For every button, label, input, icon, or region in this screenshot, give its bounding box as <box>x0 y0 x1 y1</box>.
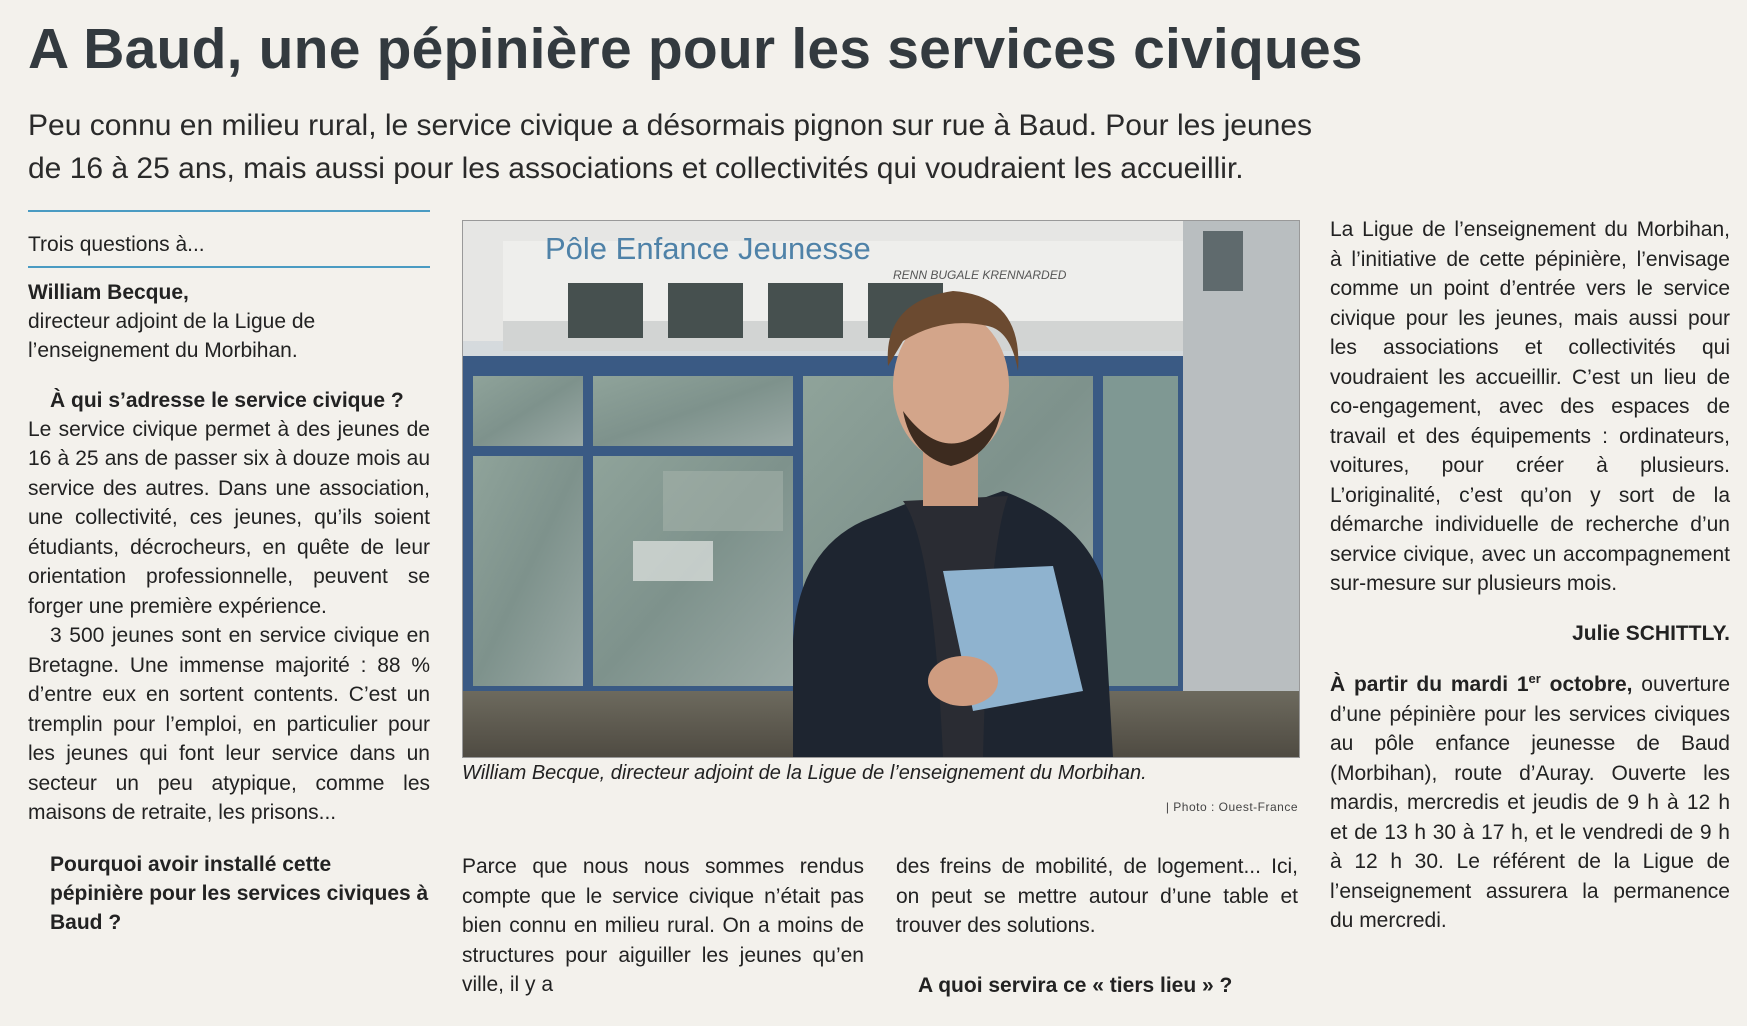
photo-caption: William Becque, directeur adjoint de la Ligue de l’enseignement du Morbihan. <box>462 762 1147 784</box>
interviewee-name: William Becque, <box>28 280 189 304</box>
answer-2-column <box>462 852 864 1000</box>
answer-2-paragraph-2: des freins de mobilité, de logement... Ici, on peut se mettre autour d’une table et trouver des solutions. <box>896 855 1298 937</box>
photo-credit: | Photo : Ouest-France <box>1165 800 1298 814</box>
lede-line-2: de 16 à 25 ans, mais aussi pour les associations et collectivités qui voudraient les accueillir. <box>28 152 1244 185</box>
interview-kicker: Trois questions à... <box>28 233 205 256</box>
photo-sign-text: Pôle Enfance Jeunesse <box>545 231 871 266</box>
announcement <box>1330 670 1730 936</box>
sidebar-column <box>1330 215 1730 936</box>
author-signature: Julie SCHITTLY. <box>1572 621 1730 645</box>
question-1: À qui s’adresse le service civique ? <box>50 388 404 412</box>
answer-2-continued-column <box>896 852 1298 1000</box>
section-rule <box>28 266 430 268</box>
sidebar-paragraph: La Ligue de l’enseignement du Morbihan, à l’initiative de cette pépinière, l’envisage comme un point d’entrée vers le service civique pour les jeunes, mais aussi pour les associations et collectivités qui voudraient les accueillir. C’est un lieu de co-engagement, avec des espaces de travail et des équipements : ordinateurs, voitures, pour créer à plusieurs. L’originalité, c’est qu’on y sort de la démarche individuelle de recherche d’un service civique, avec un accompagnement sur-mesure sur plusieurs mois. <box>1330 218 1730 595</box>
headline: A Baud, une pépinière pour les services civiques <box>28 17 1363 81</box>
announcement-body: ouverture d’une pépinière pour les services civiques au pôle enfance jeunesse de Baud (Morbihan), route d’Auray. Ouverte les mardis, mercredis et jeudis de 9 h à 12 h et de 13 h 30 à 17 h, et le vendredi de 9 h à 12 h 30. Le référent de la Ligue de l’enseignement assurera la permanence du mercredi. <box>1330 673 1730 932</box>
answer-2-paragraph-1: Parce que nous nous sommes rendus compte que le service civique n’était pas bien connu en milieu rural. On a moins de structures pour aiguiller les jeunes qu’en ville, il y a <box>462 855 864 996</box>
photo-sign-subtext: RENN BUGALE KRENNARDED <box>893 268 1067 282</box>
interviewee-role: directeur adjoint de la Ligue de l’enseignement du Morbihan. <box>28 309 316 362</box>
answer-1-paragraph-2: 3 500 jeunes sont en service civique en Bretagne. Une immense majorité : 88 % d’entre eux en sortent contents. C’est un tremplin pour l’emploi, en particulier pour les jeunes qui font leur service dans un secteur un peu atypique, comme les maisons de retraite, les prisons... <box>28 624 430 824</box>
question-3: A quoi servira ce « tiers lieu » ? <box>918 973 1233 997</box>
lede <box>28 104 1728 190</box>
section-rule <box>28 210 430 212</box>
lede-line-1: Peu connu en milieu rural, le service civique a désormais pignon sur rue à Baud. Pour les jeunes <box>28 109 1313 142</box>
announcement-lead: À partir du mardi 1er octobre, <box>1330 671 1633 696</box>
question-2: Pourquoi avoir installé cette pépinière pour les services civiques à Baud ? <box>50 852 429 934</box>
photo-illustration <box>463 221 1299 757</box>
interview-column <box>28 210 430 937</box>
article-photo <box>462 220 1300 758</box>
answer-1-paragraph-1: Le service civique permet à des jeunes de 16 à 25 ans de passer six à douze mois au service des autres. Dans une association, une collectivité, ces jeunes, qu’ils soient étudiants, décrocheurs, en quête de leur orientation professionnelle, peuvent se forger une première expérience. <box>28 417 430 618</box>
